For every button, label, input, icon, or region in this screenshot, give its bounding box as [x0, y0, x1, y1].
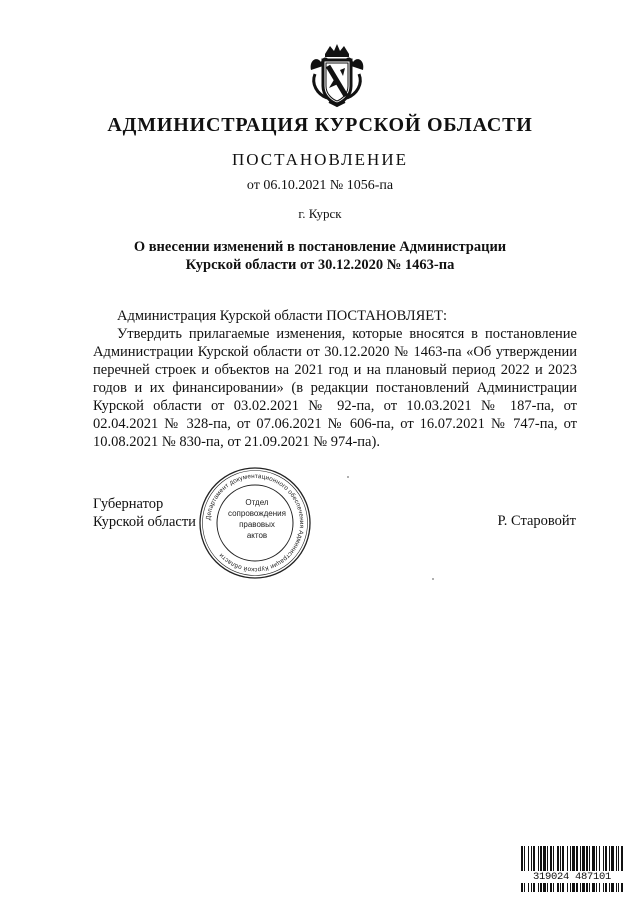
barcode-bar [524, 846, 525, 892]
barcode-bar [611, 846, 614, 892]
barcode-bar [560, 846, 561, 892]
stamp-center-line: актов [246, 531, 268, 540]
organization-name: АДМИНИСТРАЦИЯ КУРСКОЙ ОБЛАСТИ [107, 114, 533, 136]
document-title-line: Курской области от 30.12.2020 № 1463-па [185, 257, 455, 273]
coat-of-arms-icon [303, 40, 371, 108]
barcode-bar [586, 846, 588, 892]
barcode-bar [599, 846, 600, 892]
stamp-ring-text: Департамент документационного обеспечения Администрации Курской области [205, 472, 306, 574]
barcode-bar [528, 846, 529, 892]
barcode-bar [582, 846, 585, 892]
barcode-bar [557, 846, 559, 892]
barcode-bar [521, 846, 523, 892]
barcode [520, 846, 624, 892]
signer-title [93, 495, 196, 531]
barcode-bar [572, 846, 575, 892]
barcode-bar [589, 846, 590, 892]
barcode-bar [550, 846, 552, 892]
barcode-bar [605, 846, 607, 892]
stamp-center-line: сопровождения [228, 509, 286, 518]
body-paragraph: Утвердить прилагаемые изменения, которые вносятся в постановление Администрации Курской области от 30.12.2020 № 1463-па «Об утверждении перечней строек и объектов на 2021 год и на плановый период 2022 и 2023 годов и их финансировании» (в редакции постановлений Администрации Курской области от 03.02.2021 № 92-па, от 10.03.2021 № 187-па, от 02.04.2021 № 328-па, от 07.06.2021 № 606-па, от 16.07.2021 № 747-па, от 10.08.2021 № 830-па, от 21.09.2021 № 974-па). [93, 326, 577, 450]
barcode-bar [596, 846, 597, 892]
barcode-bar [538, 846, 539, 892]
scan-speck [432, 578, 434, 580]
barcode-bar [580, 846, 581, 892]
barcode-bar [616, 846, 617, 892]
scan-speck [347, 476, 349, 478]
signer-title-line: Курской области [93, 514, 196, 530]
signer-name: Р. Старовойт [497, 513, 576, 529]
stamp-center-text [222, 497, 292, 541]
body-intro: Администрация Курской области ПОСТАНОВЛЯЕТ: [117, 308, 448, 324]
document-title-line: О внесении изменений в постановление Администрации [133, 239, 507, 255]
barcode-bar [592, 846, 595, 892]
barcode-bar [603, 846, 604, 892]
document-title [0, 238, 640, 274]
document-number: от 06.10.2021 № 1056-па [246, 178, 394, 193]
barcode-number: 319024 487101 [520, 871, 624, 883]
barcode-bar [540, 846, 542, 892]
barcode-bar [531, 846, 532, 892]
signer-title-line: Губернатор [93, 496, 164, 512]
stamp-center-line: правовых [239, 520, 275, 529]
barcode-bar [533, 846, 535, 892]
barcode-bar [553, 846, 554, 892]
barcode-bar [567, 846, 568, 892]
barcode-bar [547, 846, 548, 892]
barcode-bar [618, 846, 619, 892]
document-body [93, 307, 577, 451]
barcode-bar [562, 846, 564, 892]
barcode-bar [570, 846, 571, 892]
document-type: ПОСТАНОВЛЕНИЕ [231, 150, 408, 169]
barcode-bar [621, 846, 623, 892]
document-city: г. Курск [298, 206, 342, 221]
barcode-bar [576, 846, 578, 892]
stamp-center-line: Отдел [245, 498, 269, 507]
barcode-bar [543, 846, 546, 892]
barcode-bar [609, 846, 610, 892]
